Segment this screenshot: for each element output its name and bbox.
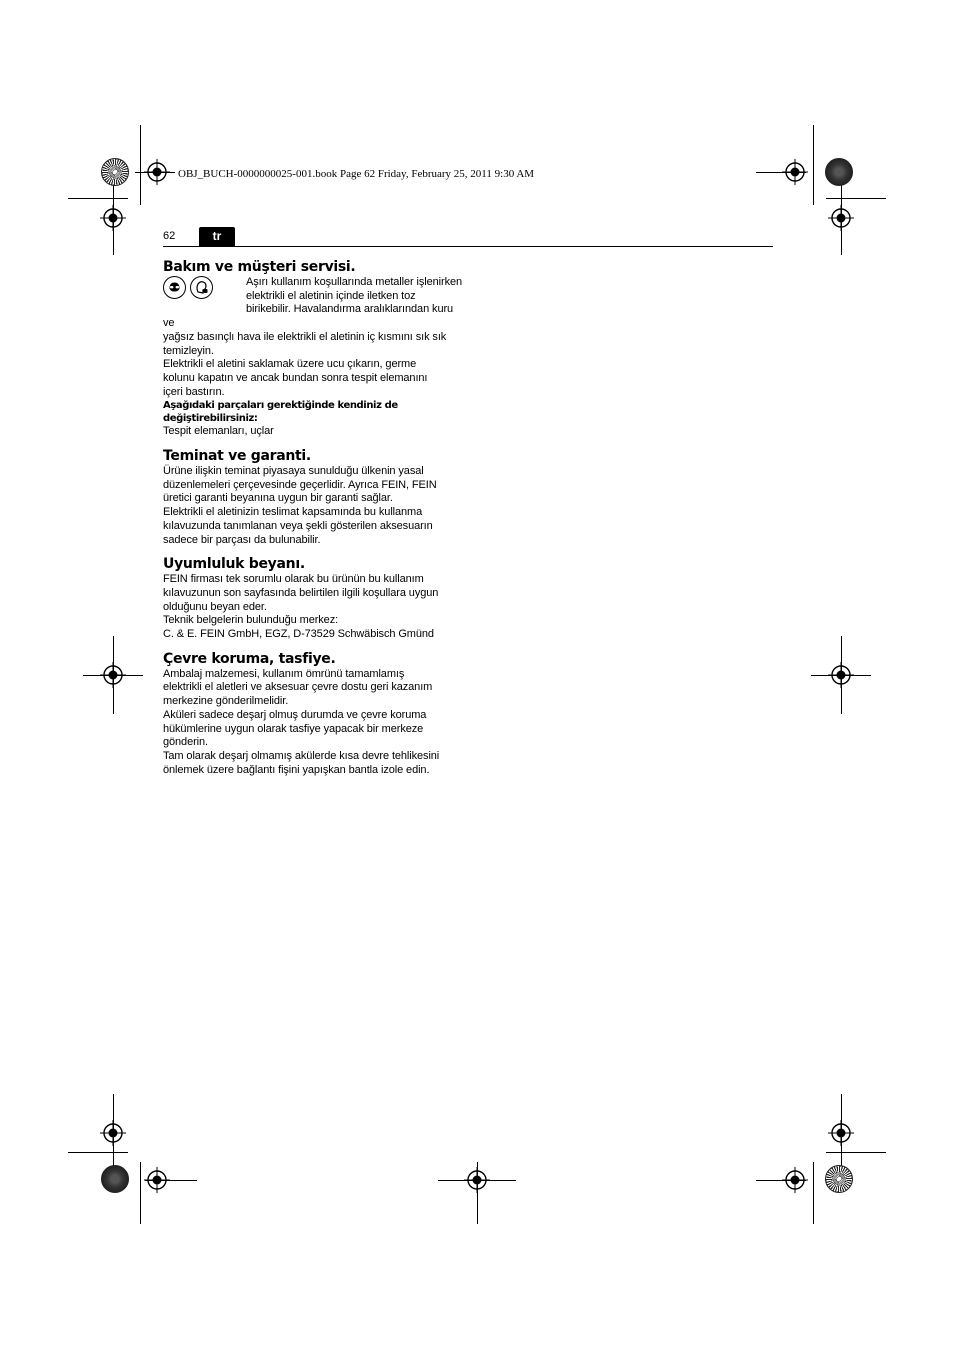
- text-line: değiştirebilirsiniz:: [163, 413, 258, 425]
- text-line: birikebilir. Havalandırma aralıklarından kuru ve: [163, 303, 454, 330]
- text-line: kılavuzunun son sayfasında belirtilen ilgili koşullara uygun: [163, 586, 439, 599]
- text-line: hükümlerine uygun olarak tasfiye yapacak bir merkeze: [163, 722, 424, 735]
- text-line: düzenlemeleri çerçevesinde geçerlidir. Ayrıca FEIN, FEIN: [163, 478, 437, 491]
- paragraph: [163, 573, 463, 614]
- registration-mark-icon: [144, 159, 170, 185]
- text-line: üretici garanti beyanına uygun bir garanti sağlar.: [163, 492, 393, 505]
- section-conformity: [163, 555, 463, 642]
- registration-mark-icon: [100, 205, 126, 231]
- page-number: 62: [163, 230, 176, 242]
- color-bar-icon: [101, 158, 129, 186]
- registration-mark-icon: [464, 1167, 490, 1193]
- text-line: Aküleri sadece deşarj olmuş durumda ve çevre koruma: [163, 708, 427, 721]
- crop-line: [68, 1152, 128, 1153]
- paragraph: [163, 506, 463, 547]
- text-line: elektrikli el aletleri ve aksesuar çevre dostu geri kazanım: [163, 681, 433, 694]
- registration-mark-icon: [828, 1120, 854, 1146]
- section-title: Teminat ve garanti.: [163, 448, 311, 465]
- crop-line: [826, 198, 886, 199]
- text-line: Aşağıdaki parçaları gerektiğinde kendiniz de: [163, 400, 398, 412]
- registration-mark-icon: [100, 662, 126, 688]
- text-line: Ambalaj malzemesi, kullanım ömrünü tamamlamış: [163, 667, 405, 680]
- safety-icons: [163, 276, 246, 316]
- text-line: gönderin.: [163, 736, 208, 749]
- registration-mark-icon: [782, 159, 808, 185]
- crop-line: [826, 1152, 886, 1153]
- text-line: Teknik belgelerin bulunduğu merkez:: [163, 614, 339, 627]
- section-warranty: [163, 447, 463, 547]
- section-title: Uyumluluk beyanı.: [163, 556, 305, 573]
- registration-mark-icon: [828, 205, 854, 231]
- text-line: kılavuzunda tanımlanan veya şekli gösterilen aksesuarın: [163, 519, 433, 532]
- content-column: [163, 258, 463, 777]
- crop-line: [140, 125, 141, 205]
- text-line: Tam olarak deşarj olmamış akülerde kısa devre tehlikesini: [163, 749, 440, 762]
- print-slug: OBJ_BUCH-0000000025-001.book Page 62 Friday, February 25, 2011 9:30 AM: [178, 168, 535, 180]
- paragraph: [163, 709, 463, 750]
- registration-mark-icon: [828, 662, 854, 688]
- text-line: temizleyin.: [163, 344, 214, 357]
- paragraph: [163, 614, 463, 641]
- header-rule: [163, 246, 773, 247]
- text-line: sadece bir parçası da bulunabilir.: [163, 533, 321, 546]
- text-line: C. & E. FEIN GmbH, EGZ, D-73529 Schwäbisch Gmünd: [163, 628, 434, 641]
- text-line: yağsız basınçlı hava ile elektrikli el aletinin iç kısmını sık sık: [163, 330, 447, 343]
- eye-protection-icon: [163, 276, 186, 299]
- color-bar-icon: [101, 1165, 129, 1193]
- section-maintenance: [163, 258, 463, 439]
- text-line: Aşırı kullanım koşullarında metaller işlenirken: [246, 276, 462, 288]
- text-line: Elektrikli el aletinizin teslimat kapsamında bu kullanma: [163, 506, 423, 519]
- text-line: Elektrikli el aletini saklamak üzere ucu çıkarın, germe: [163, 358, 417, 371]
- section-environment: [163, 650, 463, 778]
- text-line: Ürüne ilişkin teminat piyasaya sunulduğu ülkenin yasal: [163, 465, 424, 478]
- registration-mark-icon: [782, 1167, 808, 1193]
- registration-mark-icon: [100, 1120, 126, 1146]
- text-line: merkezine gönderilmelidir.: [163, 695, 289, 708]
- language-badge: tr: [199, 227, 235, 246]
- hearing-protection-icon: [190, 276, 213, 299]
- text-line: FEIN firması tek sorumlu olarak bu ürünün bu kullanım: [163, 573, 424, 586]
- crop-line: [68, 198, 128, 199]
- text-line: kolunu kapatın ve ancak bundan sonra tespit elemanını: [163, 371, 428, 384]
- subheading: [163, 399, 463, 425]
- crop-line: [813, 125, 814, 205]
- text-line: içeri bastırın.: [163, 385, 225, 398]
- registration-mark-icon: [144, 1167, 170, 1193]
- crop-line: [813, 1162, 814, 1224]
- paragraph: [163, 750, 463, 777]
- section-title: Çevre koruma, tasfiye.: [163, 650, 336, 667]
- section-title: Bakım ve müşteri servisi.: [163, 259, 356, 275]
- color-bar-icon: [825, 158, 853, 186]
- paragraph: Tespit elemanları, uçlar: [163, 425, 274, 438]
- paragraph: [163, 465, 463, 506]
- paragraph: [163, 668, 463, 709]
- crop-line: [140, 1162, 141, 1224]
- text-line: önlemek üzere bağlantı fişini yapışkan bantla izole edin.: [163, 763, 430, 776]
- text-line: olduğunu beyan eder.: [163, 600, 267, 613]
- paragraph: [163, 358, 463, 399]
- text-line: elektrikli el aletinin içinde iletken toz: [246, 289, 416, 302]
- color-bar-icon: [825, 1165, 853, 1193]
